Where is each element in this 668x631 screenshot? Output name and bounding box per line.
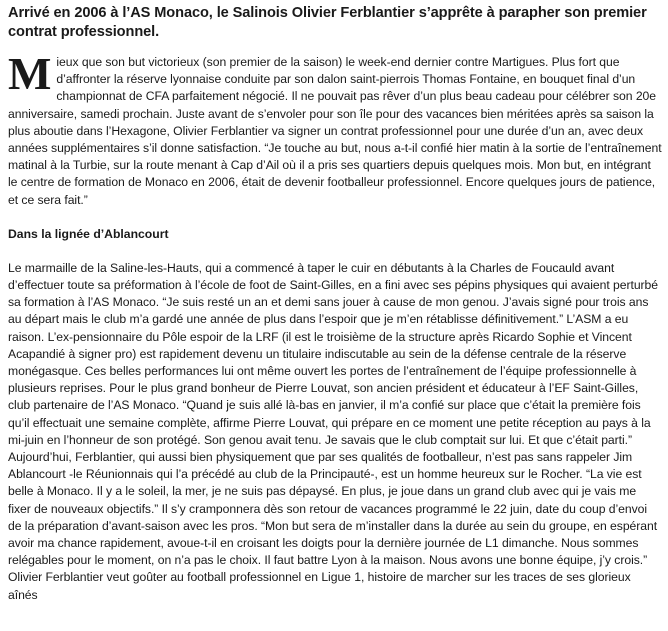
lead-paragraph [8, 48, 662, 209]
body-paragraph: Le marmaille de la Saline-les-Hauts, qui a commencé à taper le cuir en débutants à la Charles de Foucauld avant d’effectuer toute sa préformation à l’école de foot de Saint-Gilles, en a fini avec ses pépins physiques qui avaient perturbé sa formation à l’AS Monaco. “Je suis resté un an et demi sans jouer à cause de mon genou. J’avais signé pour trois ans au départ mais le club m’a gardé une année de plus dans l’espoir que je m’en rétablisse définitivement.” L’ASM a eu raison. L’ex-pensionnaire du Pôle espoir de la LRF (il est le troisième de la structure après Ricardo Sophie et Vincent Acapandié à signer pro) est rapidement devenu un titulaire indiscutable au sein de la défense centrale de la réserve monégasque. Ces belles performances lui ont même ouvert les portes de l’entraînement de l’équipe professionnelle à plusieurs reprises. Pour le plus grand bonheur de Pierre Louvat, son ancien président et éducateur à l’EF Saint-Gilles, club partenaire de l’AS Monaco. “Quand je suis allé là-bas en janvier, il m’a confié sur place que c’était la première fois qu’il effectuait une semaine complète, affirme Pierre Louvat, qui prépare en ce moment une petite réception au pays à la mi-juin en l’honneur de son protégé. Son genou avait tenu. Je savais que le club comptait sur lui. Et que c’était parti.” Aujourd’hui, Ferblantier, qui aussi bien physiquement que par ses qualités de footballeur, n’est pas sans rappeler Jim Ablancourt -le Réunionnais qui l’a précédé au club de la Principauté-, est un homme heureux sur le Rocher. “La vie est belle à Monaco. Il y a le soleil, la mer, je ne suis pas dépaysé. En plus, je joue dans un grand club avec qui je vais me fixer de nouveaux objectifs.” Il s’y cramponnera dès son retour de vacances programmé le 22 juin, date du coup d’envoi de la préparation d’avant-saison avec les pros. “Mon but sera de m’installer dans la durée au sein du groupe, en espérant avoir ma chance rapidement, avoue-t-il en croisant les doigts pour la dernière journée de L1 dimanche. Nous sommes relégables pour le moment, on n’a pas le choix. Il faut battre Lyon à la maison. Nous avons une bonne équipe, j’y crois.” Olivier Ferblantier veut goûter au football professionnel en Ligue 1, histoire de marcher sur les traces de ses glorieux aînés [8, 260, 659, 602]
section-subheading: Dans la lignée d’Ablancourt [8, 226, 169, 241]
drop-cap: M [8, 48, 52, 99]
article [8, 0, 662, 604]
lead-paragraph-text: ieux que son but victorieux (son premier de la saison) le week-end dernier contre Martigues. Plus fort que d’affronter la réserve lyonnaise conduite par son dalon saint-pierrois Thomas Fontaine, en bouquet final d’un championnat de CFA parfaitement négocié. Il ne pouvait pas rêver d’un plus beau cadeau pour célébrer son 20e anniversaire, samedi prochain. Juste avant de s’envoler pour son île pour des vacances bien méritées après sa saison la plus aboutie dans l’Hexagone, Olivier Ferblantier va signer un contrat professionnel pour une durée d’un an, avec deux années supplémentaires s’il donne satisfaction. “Je touche au but, nous a-t-il confié hier matin à la sortie de l’entraînement matinal à la Turbie, sur la route menant à Cap d’Ail où il a pris ses quartiers depuis quelques mois. Mon but, en intégrant le centre de formation de Monaco en 2006, était de devenir footballeur professionnel. Encore quelques jours de patience, et ce sera fait.” [8, 55, 662, 207]
article-headline: Arrivé en 2006 à l’AS Monaco, le Salinois Olivier Ferblantier s’apprête à parapher son premier contrat professionnel. [8, 5, 647, 40]
